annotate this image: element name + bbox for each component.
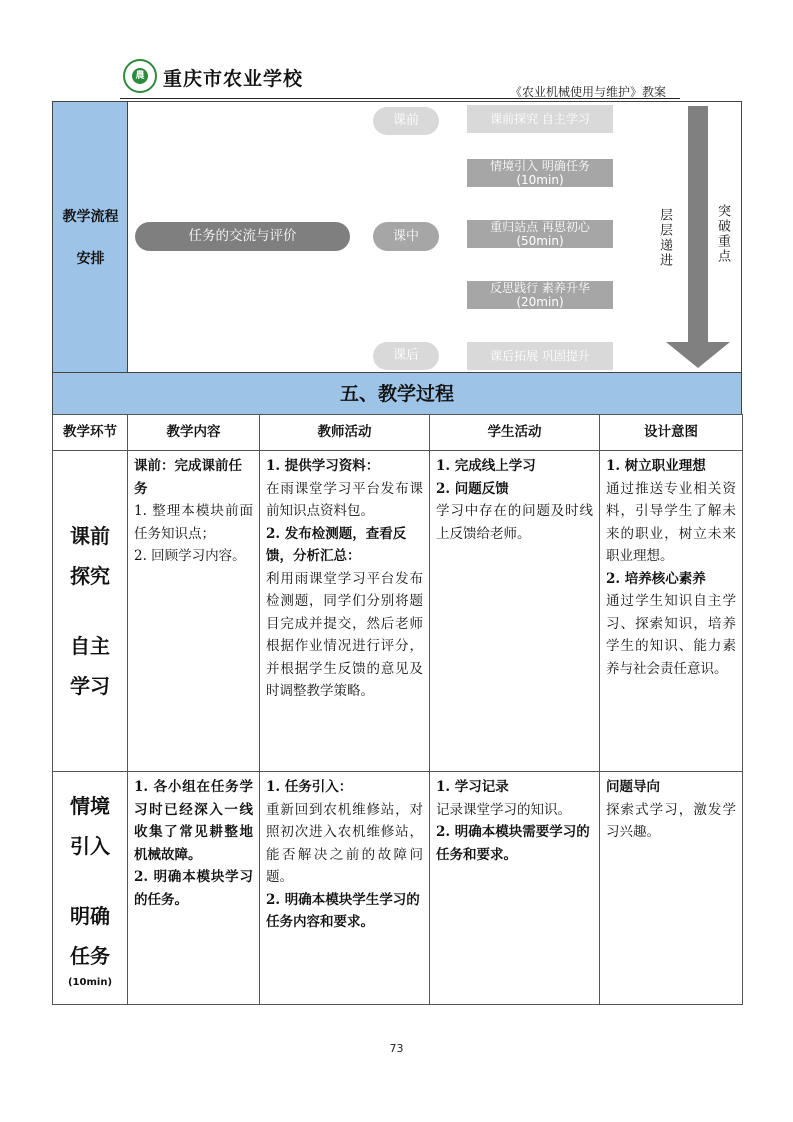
stage-cell xyxy=(53,772,128,1005)
stage-cell xyxy=(53,451,128,772)
step-text: 课前探究 自主学习 xyxy=(490,112,590,126)
teacher-text: 重新回到农机维修站，对照初次进入农机维修站，能否解决之前的故障问题。 xyxy=(266,801,423,885)
table-header-row xyxy=(53,415,743,451)
phase-pre-class: 课前 xyxy=(373,107,439,135)
arrow-label-progressive: 层层递进 xyxy=(657,208,672,268)
intent-text: 通过学生知识自主学习、探索知识，培养学生的知识、能力素养与社会责任意识。 xyxy=(606,593,736,677)
step-after-class-extend xyxy=(467,342,613,370)
task-exchange-pill: 任务的交流与评价 xyxy=(135,222,350,251)
header-intent: 设计意图 xyxy=(600,415,743,451)
intent-heading: 2. 培养核心素养 xyxy=(606,570,706,587)
page-number: 73 xyxy=(389,1042,404,1055)
intent-cell xyxy=(600,772,743,1005)
course-title: 《农业机械使用与维护》教案 xyxy=(510,85,667,99)
content-title: 课前：完成课前任务 xyxy=(134,458,242,497)
teaching-flow-section xyxy=(52,101,742,373)
school-logo xyxy=(123,59,157,93)
teacher-heading: 1. 任务引入： xyxy=(266,779,353,795)
flow-label-line2: 安排 xyxy=(76,251,105,267)
stage-line: 明确 xyxy=(70,904,110,928)
stage-line: 情境 xyxy=(70,794,110,818)
down-arrow-icon xyxy=(688,106,708,344)
header-stage: 教学环节 xyxy=(53,415,128,451)
stage-line: 学习 xyxy=(70,674,110,698)
stage-gap xyxy=(59,866,121,896)
header-student: 学生活动 xyxy=(430,415,600,451)
step-scenario-intro xyxy=(467,159,613,187)
teacher-text: 利用雨课堂学习平台发布检测题，同学们分别将题目完成并提交，然后老师根据作业情况进行评分，并根据学生反馈的意见及时调整教学策略。 xyxy=(266,570,423,699)
intent-text: 通过推送专业相关资料，引导学生了解未来的职业，树立未来职业理想。 xyxy=(606,480,736,564)
stage-time: (10min) xyxy=(67,977,113,988)
step-text: 重归站点 再思初心 xyxy=(490,220,590,234)
flow-label-line1: 教学流程 xyxy=(62,209,119,225)
intent-heading: 1. 树立职业理想 xyxy=(606,458,706,474)
student-text: 学习中存在的问题及时线上反馈给老师。 xyxy=(436,503,593,542)
step-text: 情境引入 明确任务 xyxy=(490,159,590,173)
phase-in-class: 课中 xyxy=(373,222,439,251)
content-cell xyxy=(128,772,260,1005)
logo-glyph: 農 xyxy=(132,68,148,84)
content-item: 1. 各小组在任务学习时已经深入一线收集了常见耕整地机械故障。 xyxy=(134,779,253,863)
student-cell xyxy=(430,451,600,772)
student-heading: 1. 完成线上学习 xyxy=(436,458,536,474)
intent-text: 探索式学习，激发学习兴趣。 xyxy=(606,801,736,840)
phase-after-class: 课后 xyxy=(373,342,439,370)
content-item: 2. 明确本模块学习的任务。 xyxy=(134,869,253,908)
step-time: (20min) xyxy=(516,295,564,309)
table-row xyxy=(53,451,743,772)
step-reflect-practice xyxy=(467,281,613,309)
school-name: 重庆市农业学校 xyxy=(163,68,304,90)
content-cell xyxy=(128,451,260,772)
step-return-station xyxy=(467,220,613,248)
teacher-heading: 2. 明确本模块学生学习的任务内容和要求。 xyxy=(266,891,420,930)
student-heading: 2. 问题反馈 xyxy=(436,480,509,497)
content-item: 1. 整理本模块前面任务知识点； xyxy=(134,503,253,542)
down-arrow-head-icon xyxy=(666,342,730,368)
intent-cell xyxy=(600,451,743,772)
step-text: 课后拓展 巩固提升 xyxy=(490,349,590,363)
content-item: 2. 回顾学习内容。 xyxy=(134,548,246,564)
intent-heading: 问题导向 xyxy=(606,779,660,795)
stage-line: 课前 xyxy=(70,524,110,548)
stage-gap xyxy=(59,596,121,626)
step-time: (10min) xyxy=(516,173,564,187)
header-teacher: 教师活动 xyxy=(260,415,430,451)
teacher-cell xyxy=(260,772,430,1005)
teacher-text: 在雨课堂学习平台发布课前知识点资料包。 xyxy=(266,480,423,519)
table-row xyxy=(53,772,743,1005)
stage-line: 任务 xyxy=(70,944,110,968)
flow-label-cell xyxy=(53,102,128,372)
step-text: 反思践行 素养升华 xyxy=(490,281,590,295)
stage-line: 探究 xyxy=(70,564,110,588)
teaching-process-table xyxy=(52,414,743,1005)
header-content: 教学内容 xyxy=(128,415,260,451)
student-cell xyxy=(430,772,600,1005)
student-heading: 2. 明确本模块需要学习的任务和要求。 xyxy=(436,824,590,863)
arrow-label-breakthrough: 突破重点 xyxy=(715,204,730,264)
stage-line: 自主 xyxy=(70,634,110,658)
student-text: 记录课堂学习的知识。 xyxy=(436,801,571,818)
teacher-heading: 1. 提供学习资料： xyxy=(266,458,380,474)
section-title: 五、教学过程 xyxy=(52,373,742,415)
stage-line: 引入 xyxy=(70,834,110,858)
teacher-cell xyxy=(260,451,430,772)
step-pre-class-explore xyxy=(467,105,613,133)
teacher-heading: 2. 发布检测题，查看反馈，分析汇总： xyxy=(266,525,407,564)
student-heading: 1. 学习记录 xyxy=(436,779,509,795)
step-time: (50min) xyxy=(516,234,564,248)
